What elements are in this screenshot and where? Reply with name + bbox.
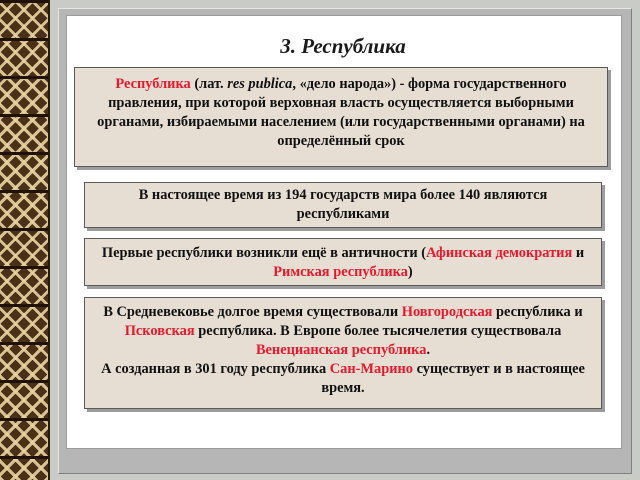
middle-ages-text-4: . <box>426 342 431 358</box>
venetian-republic: Венецианская республика <box>255 342 427 358</box>
novgorod-republic: Новгородская <box>401 304 493 320</box>
modern-republics-text: В настоящее время из 194 государств мира более 140 являются республиками <box>138 187 548 222</box>
middle-ages-text-2: республика и <box>492 304 583 320</box>
latin-prefix: (лат. <box>190 76 228 92</box>
definition-box <box>74 67 608 167</box>
middle-ages-text-3: республика. В Европе более тысячелетия существовала <box>194 323 562 339</box>
term-republic: Республика <box>115 76 191 92</box>
decorative-side-strip-bars <box>0 0 48 480</box>
modern-republics-box <box>84 182 602 228</box>
san-marino: Сан-Марино <box>329 361 413 377</box>
definition-text: , «дело народа») - форма государственного правления, при которой верховная власть осуществляется выборными органами, избираемыми населением (или государственными органами) на определённый срок <box>97 76 585 149</box>
middle-ages-text-1: В Средневековье долгое время существовали <box>103 304 402 320</box>
san-marino-text-2: существует и в настоящее время. <box>321 361 585 396</box>
slide-title: 3. Республика <box>280 34 406 58</box>
pskov-republic: Псковская <box>124 323 195 339</box>
antiquity-text-3: ) <box>407 264 413 280</box>
san-marino-text-1: А созданная в 301 году республика <box>101 361 330 377</box>
antiquity-text-1: Первые республики возникли ещё в античности ( <box>101 245 427 261</box>
roman-republic: Римская республика <box>273 264 408 280</box>
athenian-democracy: Афинская демократия <box>426 245 573 261</box>
latin-term: res publica <box>227 76 293 92</box>
antiquity-box <box>84 238 602 286</box>
middle-ages-box <box>84 297 602 409</box>
antiquity-text-2: и <box>572 245 585 261</box>
